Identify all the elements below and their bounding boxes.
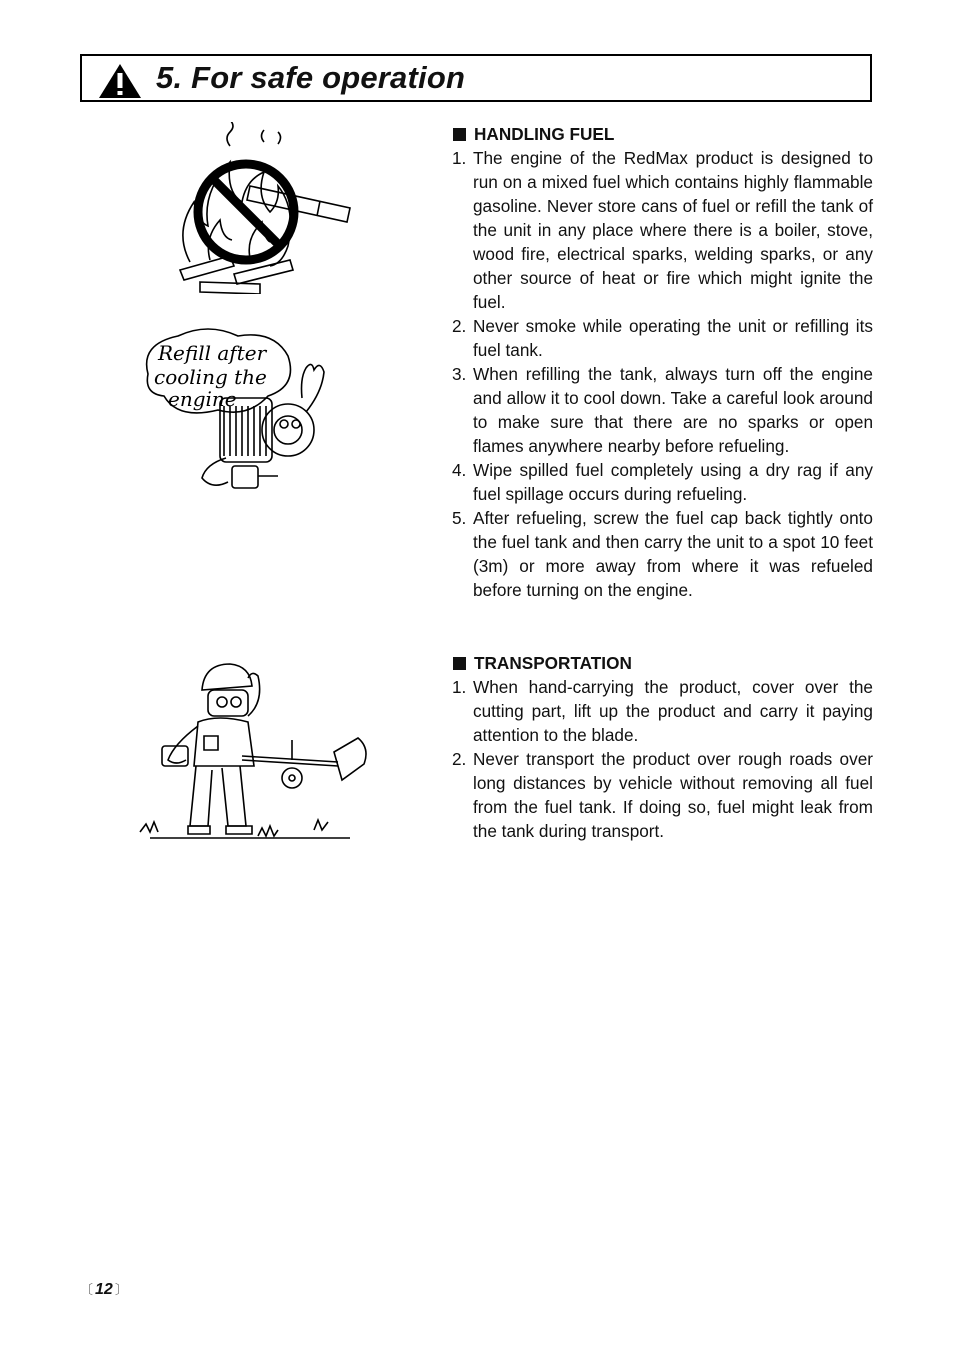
fuel-instructions-list	[452, 146, 873, 602]
transport-instructions-list	[452, 675, 873, 843]
list-item: 1. When hand-carrying the product, cover over the cutting part, lift up the product and carry it paying attention to the blade.	[452, 677, 873, 745]
list-item: 3. When refilling the tank, always turn off the engine and allow it to cool down. Take a careful look around to make sure that there are no sparks or open flames anywhere nearby before refueling.	[452, 364, 873, 456]
section-handling-fuel	[452, 122, 873, 602]
no-smoking-fire-icon	[160, 122, 360, 294]
section-transportation	[452, 651, 873, 843]
list-item: 4. Wipe spilled fuel completely using a dry rag if any fuel spillage occurs during refueling.	[452, 460, 873, 504]
list-item: 5. After refueling, screw the fuel cap back tightly onto the fuel tank and then carry the unit to a spot 10 feet (3m) or more away from where it was refueled before turning on the engine.	[452, 508, 873, 600]
warning-triangle-icon	[98, 63, 142, 99]
section-heading: TRANSPORTATION	[452, 651, 873, 675]
square-bullet-icon	[453, 128, 466, 141]
svg-text:cooling the: cooling the	[154, 365, 267, 389]
svg-text:engine: engine	[168, 387, 237, 411]
section-heading: HANDLING FUEL	[452, 122, 873, 146]
page-title: 5. For safe operation	[156, 60, 466, 95]
engine-mascot-illustration	[138, 326, 338, 498]
list-item: 2. Never smoke while operating the unit or refilling its fuel tank.	[452, 316, 873, 360]
page-number: 〔 12 〕	[80, 1281, 128, 1298]
section-title-bar	[80, 54, 872, 102]
svg-text:Refill after: Refill after	[158, 341, 267, 365]
worker-carrying-trimmer	[138, 656, 376, 844]
list-item: 1. The engine of the RedMax product is designed to run on a mixed fuel which contains highly flammable gasoline. Never store cans of fuel or refill the tank of the unit in any place where there is a boiler, stove, wood fire, electrical sparks, welding sparks, or any other source of heat or fire which might ignite the fuel.	[452, 148, 873, 312]
list-item: 2. Never transport the product over rough roads over long distances by vehicle without removing all fuel from the fuel tank. If doing so, fuel might leak from the tank during transport.	[452, 749, 873, 841]
square-bullet-icon	[453, 657, 466, 670]
